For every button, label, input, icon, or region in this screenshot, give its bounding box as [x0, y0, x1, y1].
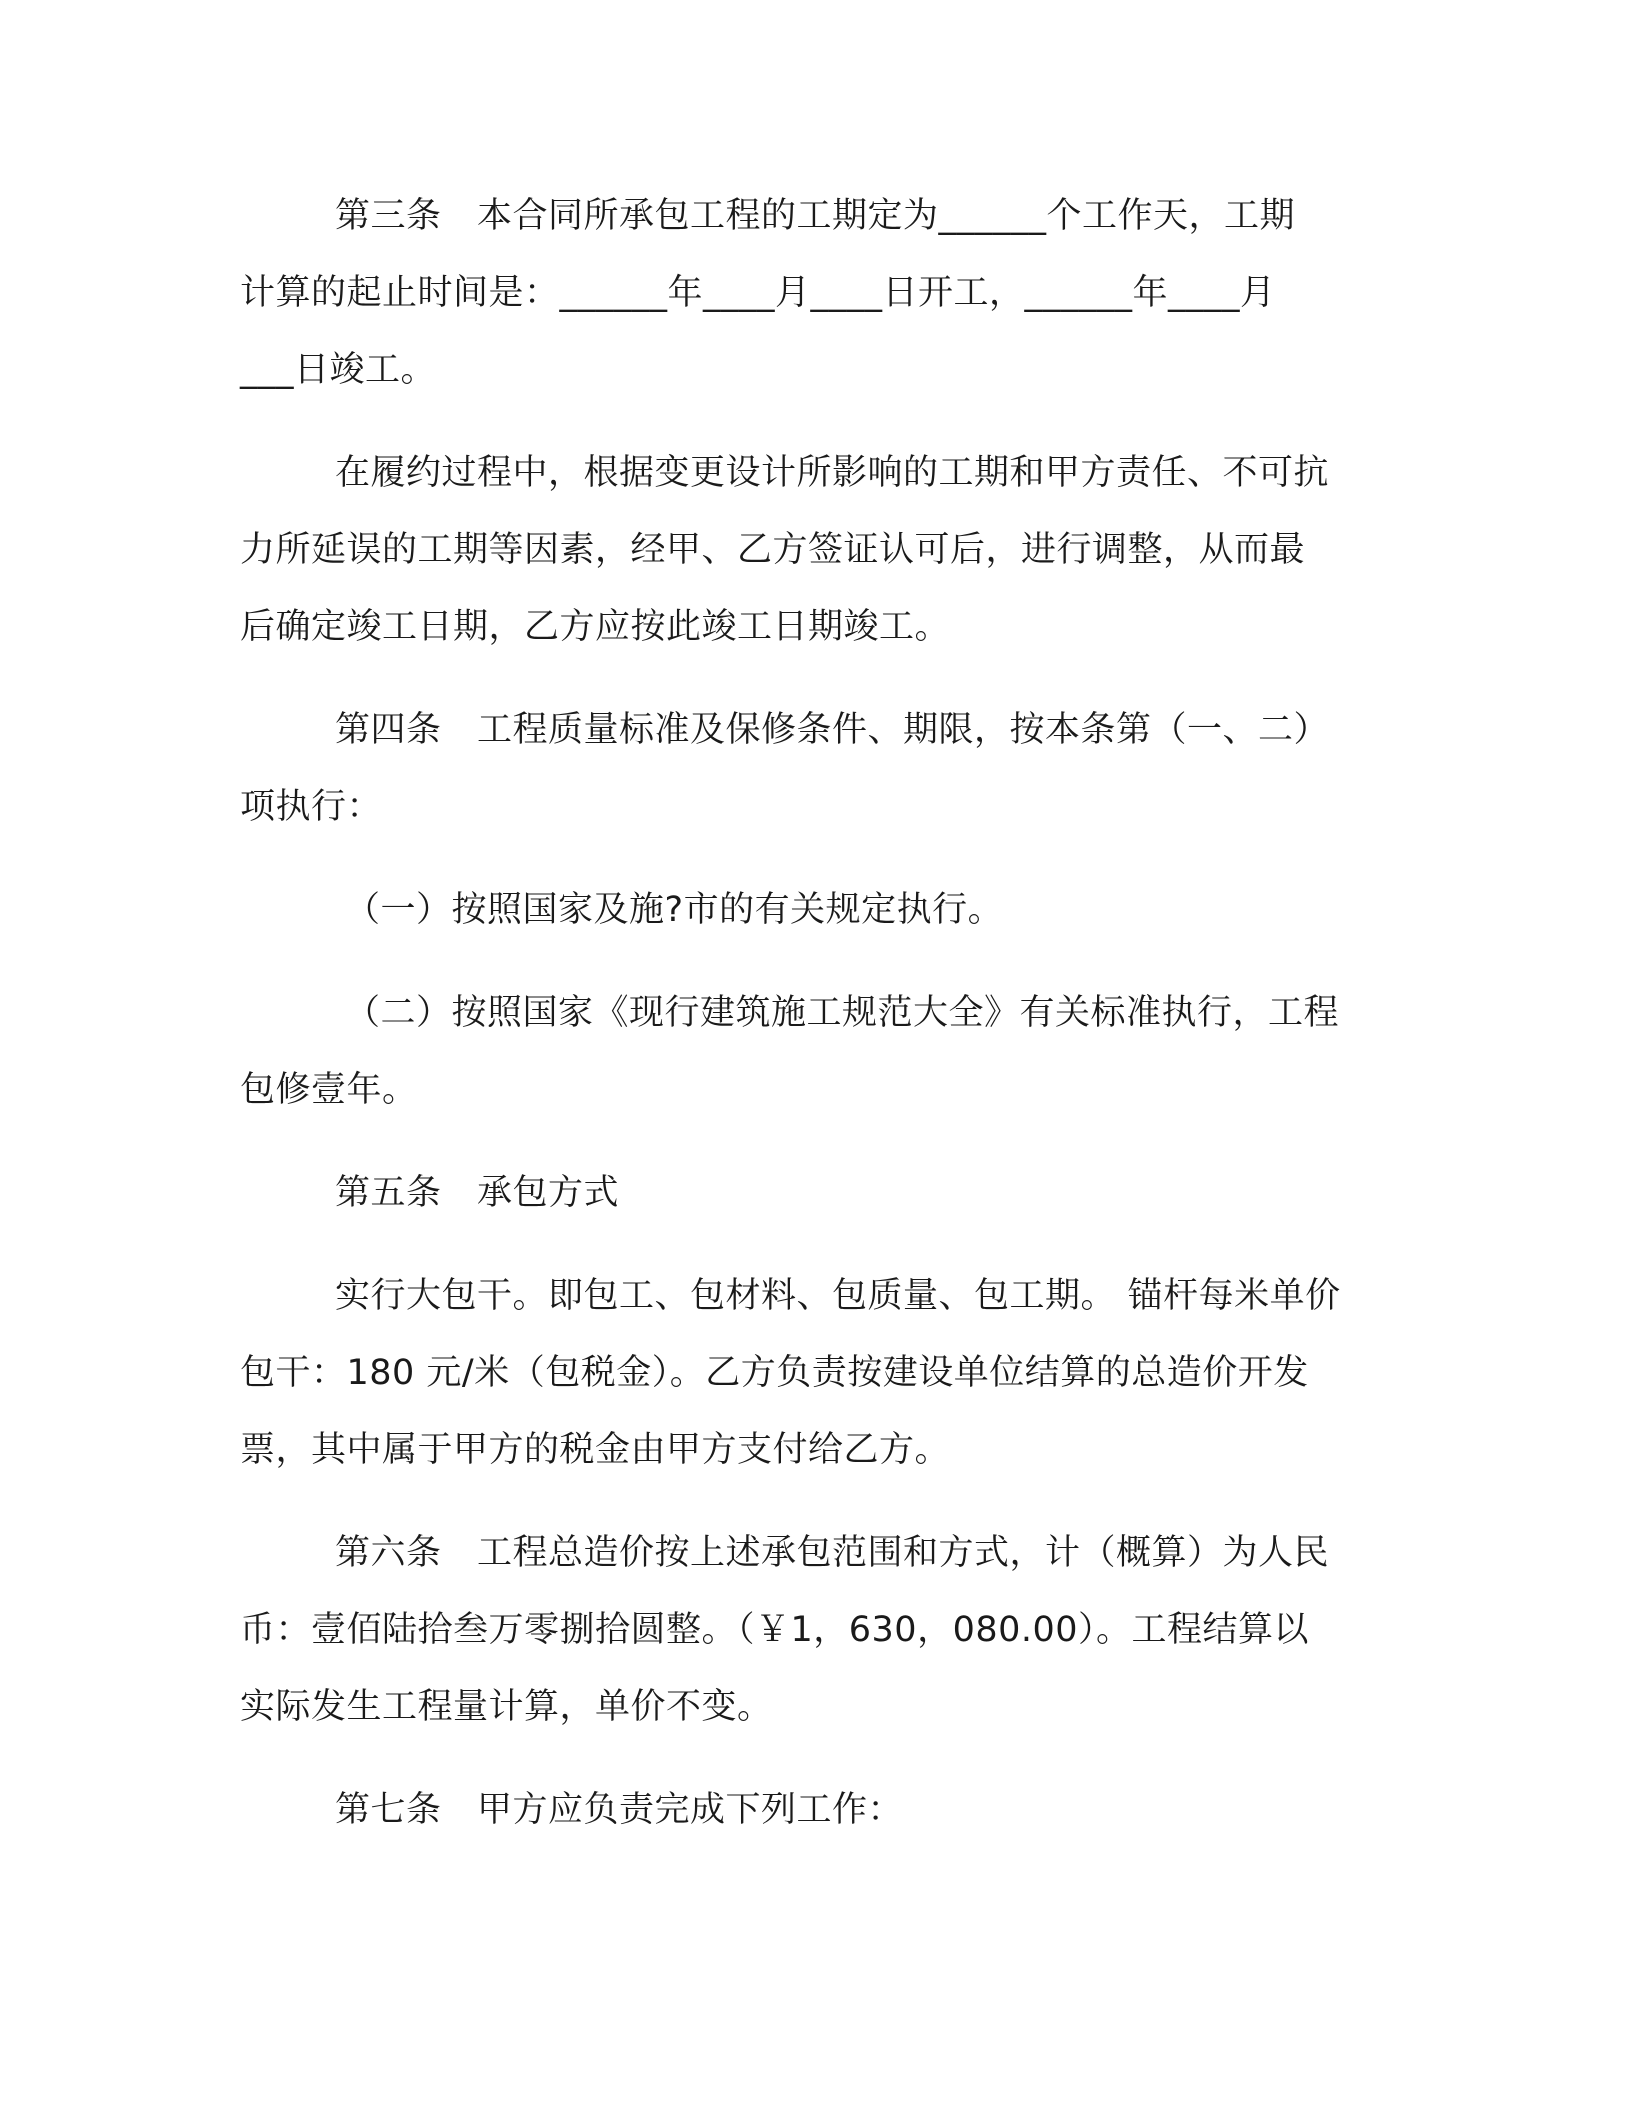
article-4-paragraph: [240, 692, 1390, 846]
article-5-detail-paragraph: [240, 1258, 1390, 1489]
paragraph-line: 在履约过程中，根据变更设计所影响的工期和甲方责任、不可抗: [335, 453, 1330, 493]
paragraph-line: 第五条 承包方式: [335, 1173, 620, 1213]
paragraph-line: 项执行：: [240, 787, 383, 827]
paragraph-line: 实际发生工程量计算，单价不变。: [240, 1687, 773, 1727]
paragraph-line: 第七条 甲方应负责完成下列工作：: [335, 1790, 904, 1830]
paragraph-line: 第四条 工程质量标准及保修条件、期限，按本条第（一、二）: [335, 710, 1330, 750]
paragraph-line: 计算的起止时间是：______年____月____日开工，______年____月: [240, 273, 1276, 313]
paragraph-line: 后确定竣工日期，乙方应按此竣工日期竣工。: [240, 607, 951, 647]
paragraph-line: （一）按照国家及施?市的有关规定执行。: [345, 890, 1004, 930]
paragraph-line: 第三条 本合同所承包工程的工期定为______个工作天，工期: [335, 196, 1296, 236]
paragraph-line: 币：壹佰陆拾叁万零捌拾圆整。（￥1，630，080.00）。工程结算以: [240, 1610, 1310, 1650]
article-3-adjustment-paragraph: [240, 435, 1390, 666]
article-6-paragraph: [240, 1515, 1390, 1746]
paragraph-line: ___日竣工。: [240, 350, 437, 390]
article-4-item-1-paragraph: [240, 872, 1390, 949]
paragraph-line: 包修壹年。: [240, 1070, 418, 1110]
paragraph-line: （二）按照国家《现行建筑施工规范大全》有关标准执行，工程: [345, 993, 1340, 1033]
article-3-paragraph: [240, 178, 1390, 409]
paragraph-line: 包干：180 元/米（包税金）。乙方负责按建设单位结算的总造价开发: [240, 1353, 1309, 1393]
paragraph-line: 票，其中属于甲方的税金由甲方支付给乙方。: [240, 1430, 951, 1470]
article-4-item-2-paragraph: [240, 975, 1390, 1129]
paragraph-line: 力所延误的工期等因素，经甲、乙方签证认可后，进行调整，从而最: [240, 530, 1306, 570]
article-5-paragraph: [240, 1155, 1390, 1232]
paragraph-line: 第六条 工程总造价按上述承包范围和方式，计（概算）为人民: [335, 1533, 1330, 1573]
paragraph-line: 实行大包干。即包工、包材料、包质量、包工期。 锚杆每米单价: [335, 1276, 1341, 1316]
article-7-paragraph: [240, 1772, 1390, 1849]
